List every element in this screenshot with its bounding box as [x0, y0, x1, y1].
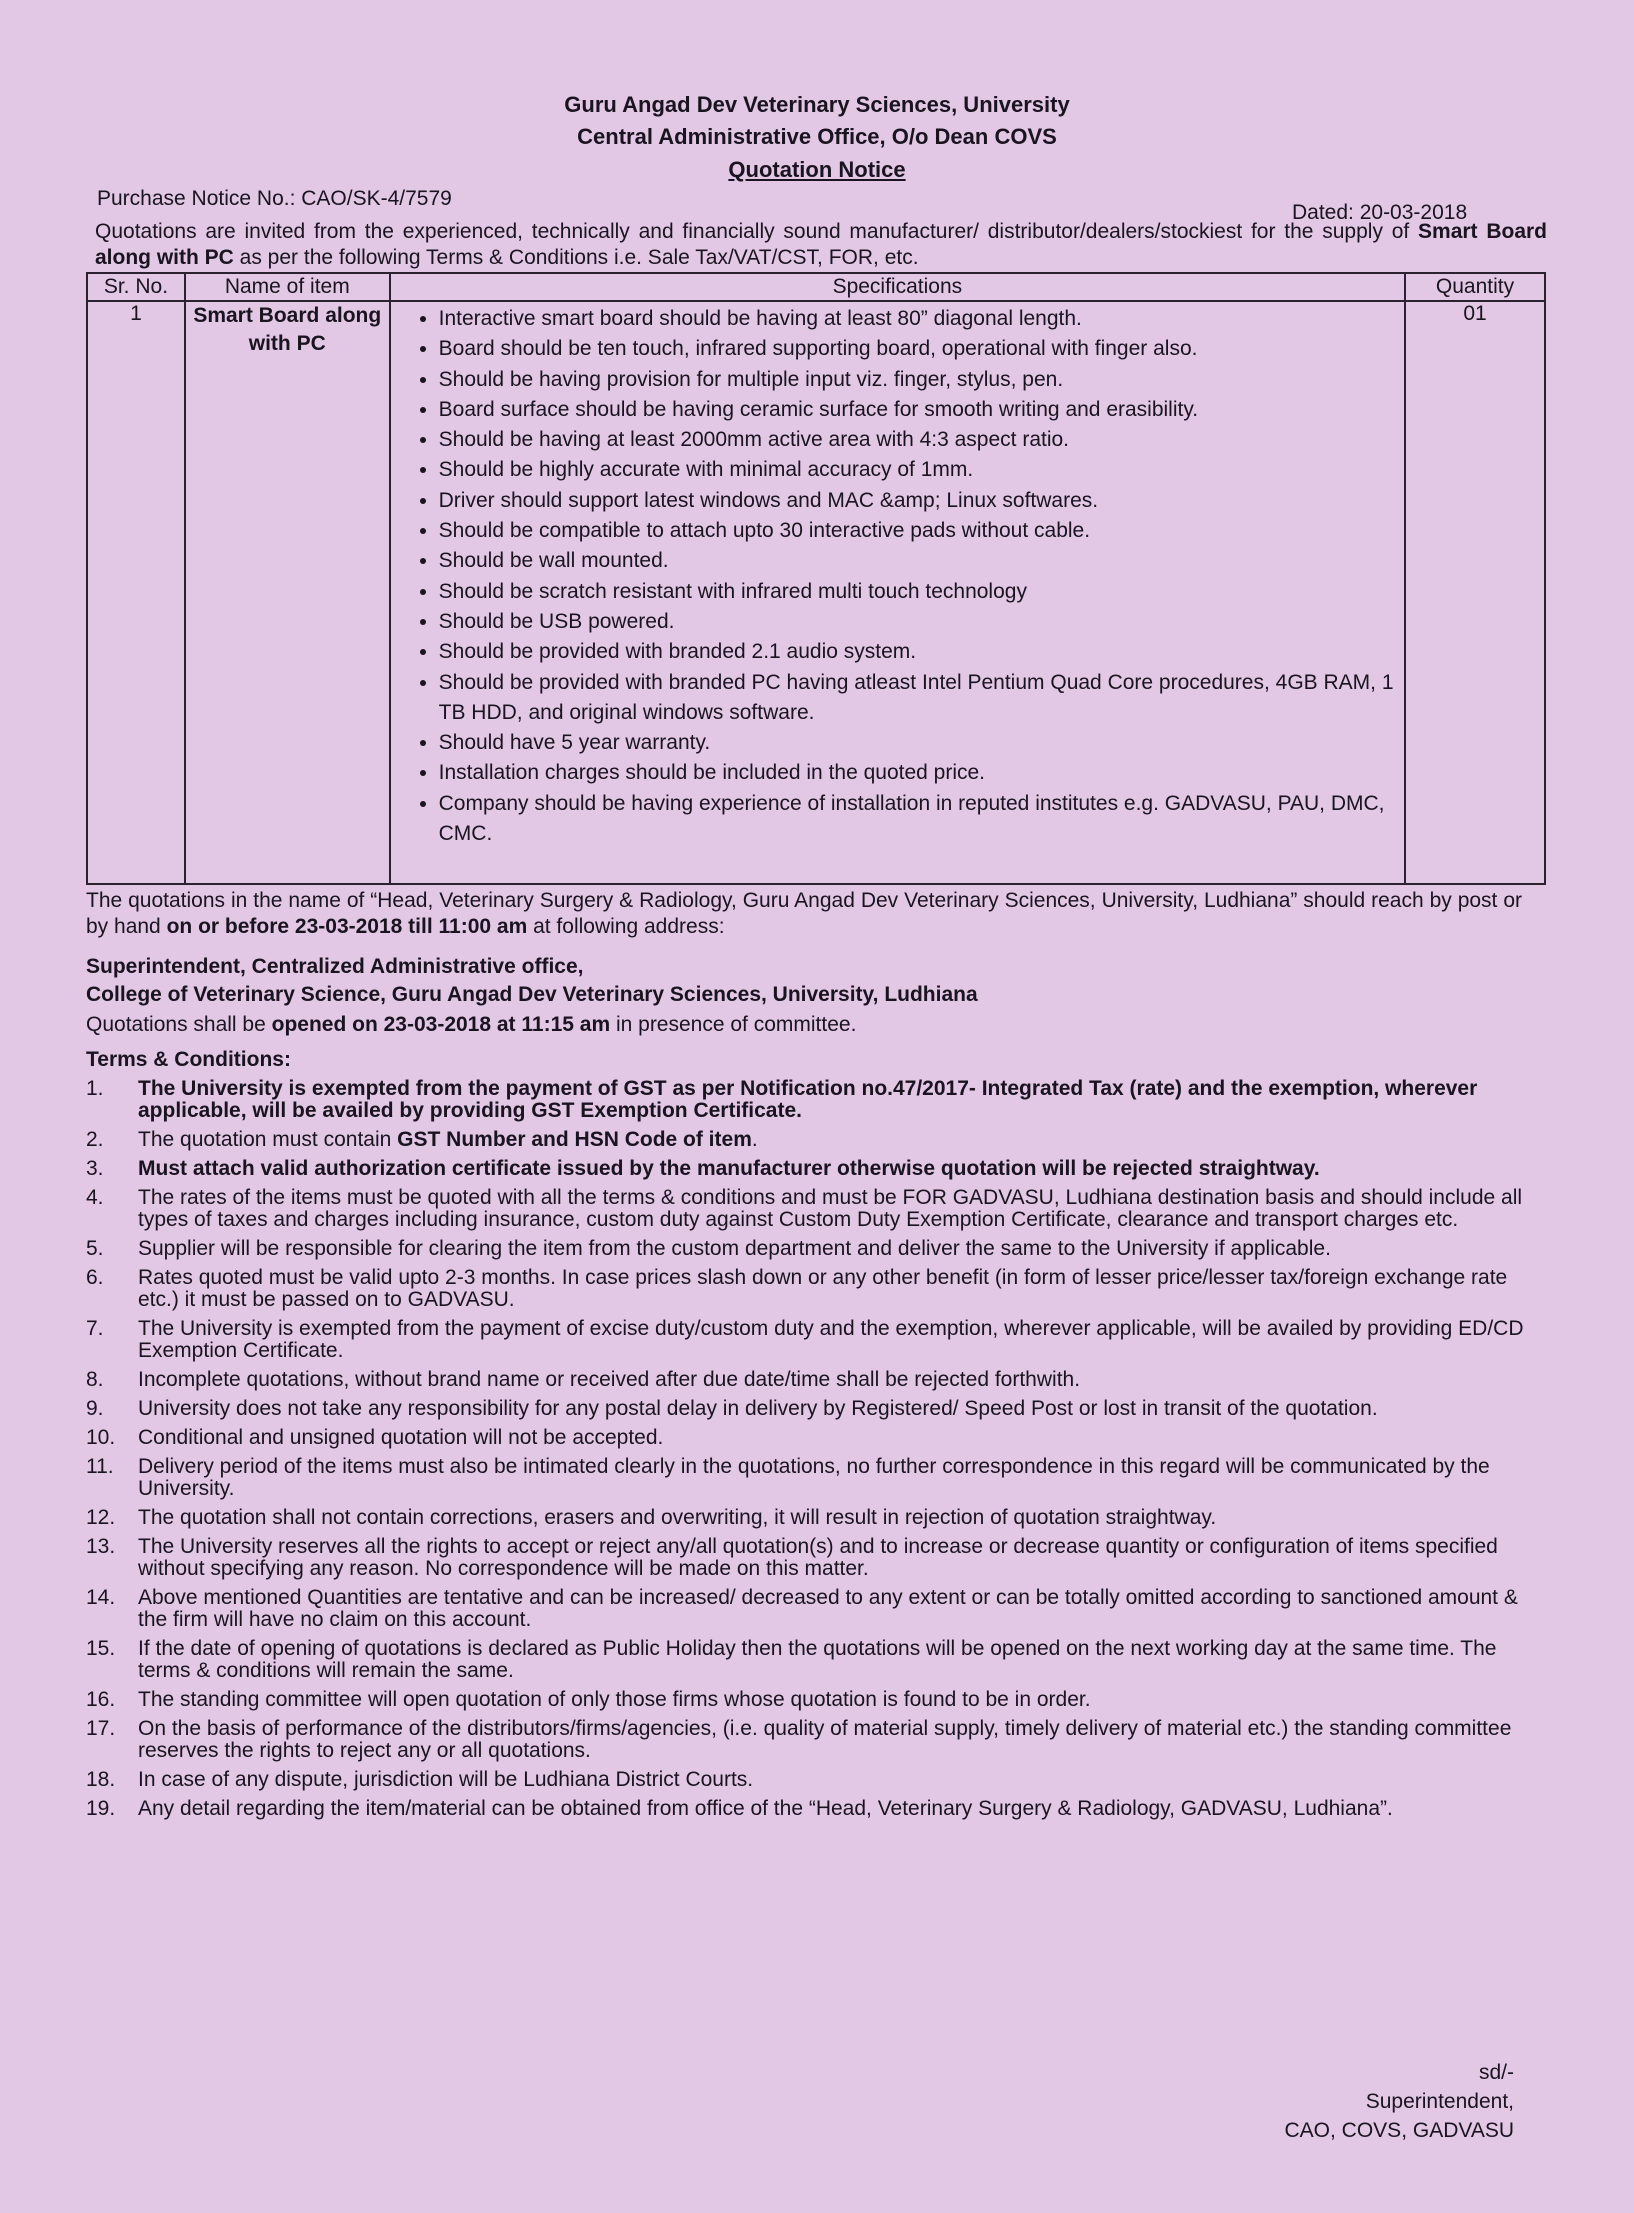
- item-highlight: Smart Board along with PC: [95, 220, 1548, 269]
- term-item: [86, 1689, 1546, 1711]
- specification-item: • Should be compatible to attach upto 30 interactive pads without cable.: [439, 516, 1398, 546]
- specification-item: • Should have 5 year warranty.: [439, 728, 1398, 758]
- term-number: 15.: [86, 1637, 116, 1660]
- term-text: The University reserves all the rights to accept or reject any/all quotation(s) and to increase or decrease quantity or configuration of items specified without specifying any reason. No correspondence will be made on this matter.: [138, 1535, 1498, 1580]
- submission-deadline: on or before 23-03-2018 till 11:00 am: [166, 915, 528, 938]
- term-item: [86, 1587, 1546, 1631]
- term-item: [86, 1267, 1546, 1311]
- signature-designation: Superintendent,: [1365, 2090, 1514, 2113]
- term-number: 11.: [86, 1455, 114, 1478]
- term-text: Above mentioned Quantities are tentative and can be increased/ decreased to any extent or can be totally omitted according to sanctioned amount & the firm will have no claim on this account.: [138, 1586, 1518, 1631]
- term-text: In case of any dispute, jurisdiction will be Ludhiana District Courts.: [138, 1768, 754, 1791]
- term-text: Must attach valid authorization certificate issued by the manufacturer otherwise quotation will be rejected straightway.: [138, 1157, 1320, 1180]
- term-number: 18.: [86, 1768, 116, 1791]
- term-number: 12.: [86, 1506, 116, 1529]
- term-item: [86, 1456, 1546, 1500]
- term-number: 9.: [86, 1397, 104, 1420]
- term-item: [86, 1798, 1546, 1820]
- term-item: [86, 1718, 1546, 1762]
- term-item: [86, 1427, 1546, 1449]
- university-name: Guru Angad Dev Veterinary Sciences, University: [564, 92, 1070, 117]
- specification-item: • Should be highly accurate with minimal accuracy of 1mm.: [439, 455, 1398, 485]
- specification-item: • Interactive smart board should be having at least 80” diagonal length.: [439, 304, 1398, 334]
- opening-info: Quotations shall be opened on 23-03-2018 at 11:15 am in presence of committee.: [86, 1013, 857, 1036]
- specification-item: • Should be scratch resistant with infrared multi touch technology: [439, 577, 1398, 607]
- signature-block: [1285, 2058, 1515, 2145]
- specification-item: • Should be USB powered.: [439, 607, 1398, 637]
- specification-item: • Should be provided with branded PC having atleast Intel Pentium Quad Core procedures, 4GB RAM, 1 TB HDD, and original windows software.: [439, 668, 1398, 729]
- term-number: 5.: [86, 1237, 104, 1260]
- term-text: Supplier will be responsible for clearing the item from the custom department and deliver the same to the University if applicable.: [138, 1237, 1331, 1260]
- term-number: 13.: [86, 1535, 116, 1558]
- table-row: [87, 301, 1545, 884]
- opening-date: opened on 23-03-2018 at 11:15 am: [271, 1013, 611, 1036]
- specification-item: • Should be provided with branded 2.1 audio system.: [439, 637, 1398, 667]
- address-line-2: College of Veterinary Science, Guru Angad Dev Veterinary Sciences, University, Ludhiana: [86, 983, 978, 1006]
- term-text: The quotation shall not contain corrections, erasers and overwriting, it will result in rejection of quotation straightway.: [138, 1506, 1217, 1529]
- term-text: The University is exempted from the payment of GST as per Notification no.47/2017- Integrated Tax (rate) and the exemption, wherever applicable, will be availed by providing GST Exemption Certificate.: [138, 1077, 1478, 1122]
- header-sr-no: Sr. No.: [87, 273, 185, 301]
- term-item: [86, 1398, 1546, 1420]
- address-line-1: Superintendent, Centralized Administrative office,: [86, 955, 584, 978]
- term-text: The rates of the items must be quoted with all the terms & conditions and must be FOR GADVASU, Ludhiana destination basis and should include all types of taxes and charges including insurance, custom duty against Custom Duty Exemption Certificate, clearance and transport charges etc.: [138, 1186, 1523, 1231]
- term-item: [86, 1769, 1546, 1791]
- item-name-cell: Smart Board along with PC: [185, 301, 390, 884]
- specification-table: [86, 272, 1546, 885]
- term-item: [86, 1536, 1546, 1580]
- term-number: 19.: [86, 1797, 116, 1820]
- quantity-cell: 01: [1405, 301, 1545, 884]
- term-item: [86, 1187, 1546, 1231]
- signature-office: CAO, COVS, GADVASU: [1284, 2119, 1514, 2142]
- term-text: Rates quoted must be valid upto 2-3 months. In case prices slash down or any other benefit (in form of lesser price/lesser tax/foreign exchange rate etc.) it must be passed on to GADVASU.: [138, 1266, 1508, 1311]
- term-number: 17.: [86, 1717, 116, 1740]
- specifications-list: [397, 304, 1398, 849]
- term-number: 14.: [86, 1586, 116, 1609]
- term-text: The standing committee will open quotation of only those firms whose quotation is found to be in order.: [138, 1688, 1091, 1711]
- term-number: 2.: [86, 1128, 104, 1151]
- specification-item: • Should be having at least 2000mm active area with 4:3 aspect ratio.: [439, 425, 1398, 455]
- signature-sd: sd/-: [1478, 2061, 1514, 2084]
- specification-item: • Should be wall mounted.: [439, 546, 1398, 576]
- notice-title: Quotation Notice: [728, 157, 906, 182]
- term-number: 8.: [86, 1368, 104, 1391]
- sr-no-cell: 1: [87, 301, 185, 884]
- term-number: 6.: [86, 1266, 104, 1289]
- table-header-row: [87, 273, 1545, 301]
- header-item-name: Name of item: [185, 273, 390, 301]
- term-number: 3.: [86, 1157, 104, 1180]
- term-text: If the date of opening of quotations is declared as Public Holiday then the quotations will be opened on the next working day at the same time. The terms & conditions will remain the same.: [138, 1637, 1497, 1682]
- specification-item: • Board should be ten touch, infrared supporting board, operational with finger also.: [439, 334, 1398, 364]
- term-item: [86, 1507, 1546, 1529]
- specification-item: • Driver should support latest windows and MAC &amp; Linux softwares.: [439, 486, 1398, 516]
- term-item: 2. The quotation must contain GST Number and HSN Code of item.: [86, 1128, 758, 1151]
- submission-paragraph: The quotations in the name of “Head, Veterinary Surgery & Radiology, Guru Angad Dev Veterinary Sciences, University, Ludhiana” should reach by post or by hand on or before 23-03-2018 till 11:00 am at following address:: [86, 889, 1522, 938]
- term-item: [86, 1078, 1546, 1122]
- term-text: Delivery period of the items must also be intimated clearly in the quotations, no further correspondence in this regard will be communicated by the University.: [138, 1455, 1490, 1500]
- specification-item: • Board surface should be having ceramic surface for smooth writing and erasibility.: [439, 395, 1398, 425]
- office-name: Central Administrative Office, O/o Dean COVS: [577, 124, 1057, 149]
- specification-item: • Company should be having experience of installation in reputed institutes e.g. GADVASU, PAU, DMC, CMC.: [439, 789, 1398, 850]
- header-specifications: Specifications: [390, 273, 1405, 301]
- term-number: 10.: [86, 1426, 116, 1449]
- term-text: Any detail regarding the item/material can be obtained from office of the “Head, Veterinary Surgery & Radiology, GADVASU, Ludhiana”.: [138, 1797, 1393, 1820]
- specification-item: • Should be having provision for multiple input viz. finger, stylus, pen.: [439, 365, 1398, 395]
- intro-paragraph: Quotations are invited from the experienced, technically and financially sound manufacturer/ distributor/dealers/stockiest for the supply of Smart Board along with PC as per the following Terms & Conditions i.e. Sale Tax/VAT/CST, FOR, etc.: [95, 220, 1548, 269]
- terms-list: [86, 1078, 1546, 1827]
- term-number: 4.: [86, 1186, 104, 1209]
- purchase-notice-number: Purchase Notice No.: CAO/SK-4/7579: [97, 187, 452, 210]
- header-quantity: Quantity: [1405, 273, 1545, 301]
- term-item: [86, 1238, 1546, 1260]
- term-item: [86, 1638, 1546, 1682]
- term-item: [86, 1318, 1546, 1362]
- term-number: 7.: [86, 1317, 104, 1340]
- term-item: [86, 1158, 1546, 1180]
- term-text: On the basis of performance of the distributors/firms/agencies, (i.e. quality of material supply, timely delivery of material etc.) the standing committee reserves the rights to reject any or all quotations.: [138, 1717, 1512, 1762]
- specifications-cell: [390, 301, 1405, 884]
- term-item: [86, 1369, 1546, 1391]
- term-number: 16.: [86, 1688, 116, 1711]
- term-text: Conditional and unsigned quotation will not be accepted.: [138, 1426, 664, 1449]
- term-text: The University is exempted from the payment of excise duty/custom duty and the exemption, wherever applicable, will be availed by providing ED/CD Exemption Certificate.: [138, 1317, 1524, 1362]
- term-number: 1.: [86, 1077, 104, 1100]
- specification-item: • Installation charges should be included in the quoted price.: [439, 758, 1398, 788]
- term-text: Incomplete quotations, without brand name or received after due date/time shall be rejected forthwith.: [138, 1368, 1081, 1391]
- notice-date: Dated: 20-03-2018: [1292, 201, 1468, 224]
- terms-heading: Terms & Conditions:: [86, 1048, 291, 1071]
- term-text: University does not take any responsibility for any postal delay in delivery by Registered/ Speed Post or lost in transit of the quotation.: [138, 1397, 1378, 1420]
